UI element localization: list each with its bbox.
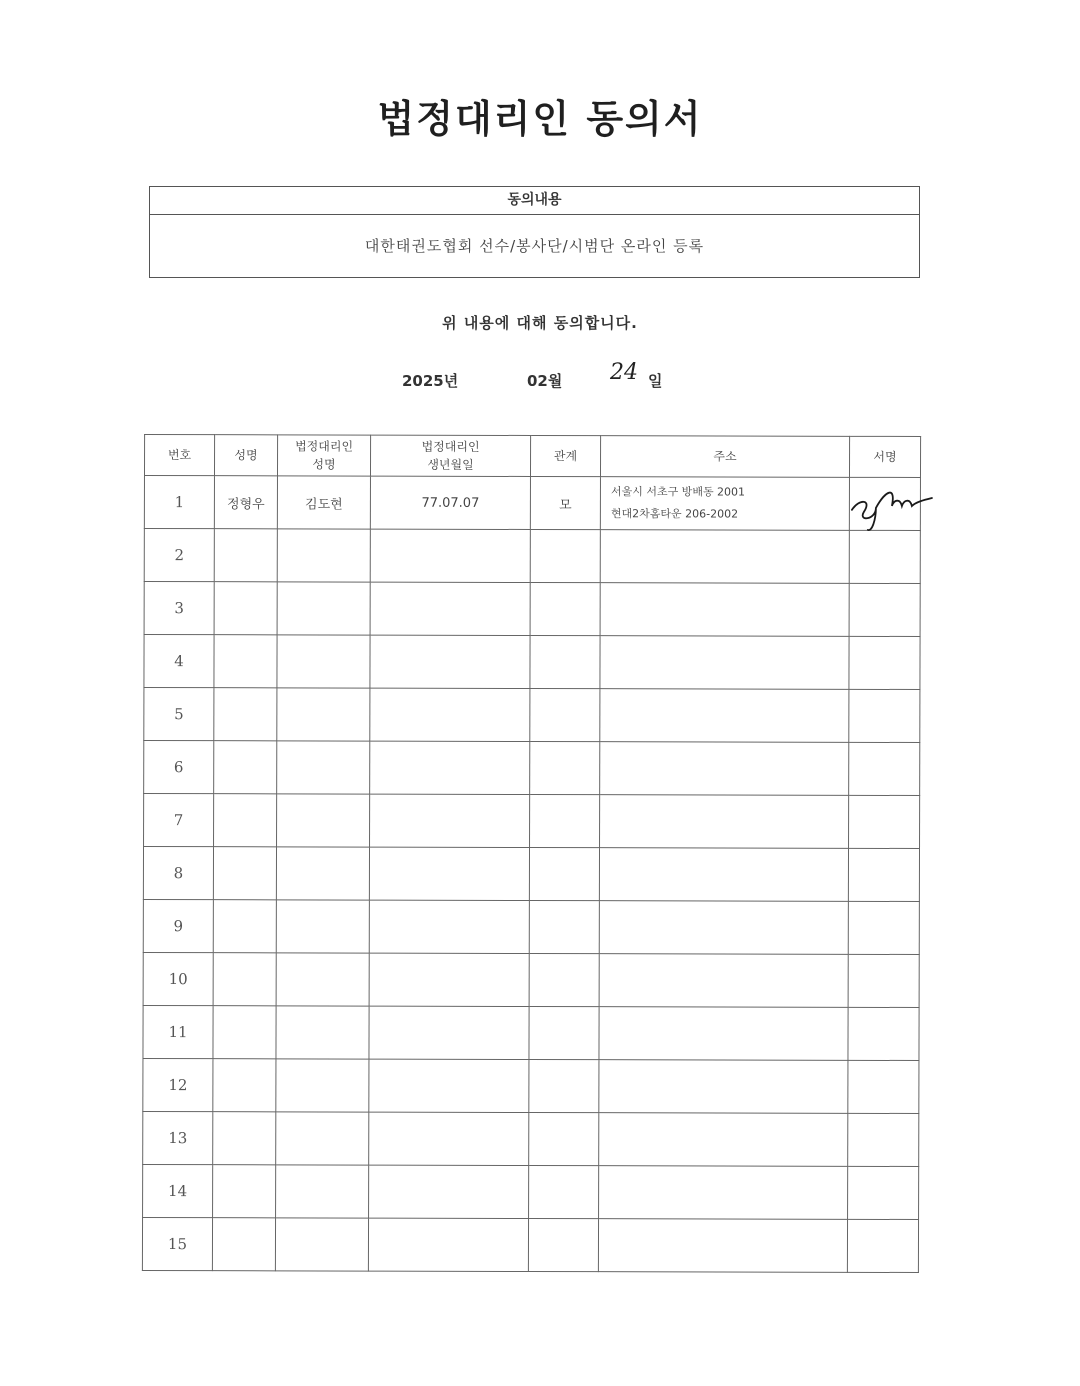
cell-address [600, 530, 849, 584]
cell-no: 2 [144, 528, 214, 581]
cell-name [214, 635, 277, 688]
cell-signature [848, 901, 919, 954]
cell-name [214, 741, 277, 794]
cell-guardian-name [276, 847, 369, 900]
date-day-handwritten: 24 [610, 360, 638, 385]
cell-signature [849, 795, 920, 848]
cell-signature [849, 530, 920, 583]
header-relation: 관계 [530, 435, 600, 476]
agree-statement: 위 내용에 대해 동의합니다. [442, 314, 638, 332]
cell-guardian-birth [369, 847, 529, 900]
cell-guardian-name [275, 1218, 368, 1271]
cell-name [214, 794, 277, 847]
cell-address [599, 1113, 848, 1167]
date-day-unit: 일 [648, 372, 663, 390]
table-row [144, 793, 920, 848]
table-row [144, 740, 920, 795]
cell-guardian-birth [370, 741, 530, 794]
cell-name [212, 1218, 275, 1271]
header-address: 주소 [600, 436, 849, 478]
cell-relation [529, 1059, 599, 1112]
date-row [0, 360, 1080, 396]
table-row [143, 1058, 919, 1113]
table-row [143, 952, 919, 1007]
document-title: 법정대리인 동의서 [377, 97, 703, 141]
cell-name: 정형우 [214, 476, 277, 529]
cell-guardian-name [276, 900, 369, 953]
date-month: 02월 [527, 372, 563, 390]
cell-guardian-name: 김도현 [277, 476, 370, 529]
cell-address [600, 742, 849, 796]
cell-relation [529, 1112, 599, 1165]
cell-guardian-name [277, 529, 370, 582]
cell-relation [530, 688, 600, 741]
cell-name [213, 900, 276, 953]
header-guardian-name-line1: 법정대리인 [295, 439, 354, 454]
cell-guardian-birth [369, 1165, 529, 1218]
handwritten-signature [846, 480, 936, 532]
table-row [143, 846, 919, 901]
consent-body: 대한태권도협회 선수/봉사단/시범단 온라인 등록 [364, 237, 705, 255]
table-row [143, 1111, 919, 1166]
cell-name [214, 529, 277, 582]
cell-no: 6 [144, 740, 214, 793]
cell-signature [848, 954, 919, 1007]
cell-address [600, 583, 849, 637]
cell-relation [530, 582, 600, 635]
cell-guardian-name [276, 1112, 369, 1165]
cell-relation [529, 953, 599, 1006]
address-line2: 현대2차홈타운 206-2002 [610, 507, 739, 521]
cell-address [599, 901, 848, 955]
cell-relation [530, 529, 600, 582]
cell-guardian-birth [370, 635, 530, 688]
cell-name [214, 688, 277, 741]
cell-guardian-name [277, 582, 370, 635]
cell-no: 13 [143, 1111, 213, 1164]
table-row [144, 475, 920, 530]
table-row [143, 899, 919, 954]
table-row [144, 581, 920, 636]
table-row [143, 1005, 919, 1060]
table-row [144, 634, 920, 689]
cell-address [599, 954, 848, 1008]
header-guardian-name-line2: 성명 [312, 457, 336, 472]
cell-address [599, 848, 848, 902]
cell-name [213, 953, 276, 1006]
cell-signature [849, 477, 920, 530]
cell-guardian-name [276, 1006, 369, 1059]
cell-guardian-birth [369, 900, 529, 953]
cell-guardian-name [277, 635, 370, 688]
cell-signature [847, 1219, 918, 1272]
cell-guardian-birth [369, 1112, 529, 1165]
cell-relation [529, 847, 599, 900]
header-guardian-name [277, 435, 370, 476]
cell-guardian-birth [370, 529, 530, 582]
cell-name [213, 1112, 276, 1165]
cell-address [600, 636, 849, 690]
cell-guardian-birth [370, 794, 530, 847]
cell-no: 11 [143, 1005, 213, 1058]
cell-guardian-birth [369, 1059, 529, 1112]
cell-name [214, 582, 277, 635]
table-row [144, 528, 920, 583]
cell-guardian-birth [369, 1006, 529, 1059]
cell-relation [530, 741, 600, 794]
cell-address [599, 1007, 848, 1061]
cell-relation: 모 [530, 476, 600, 529]
cell-guardian-name [277, 741, 370, 794]
date-year: 2025년 [402, 372, 459, 390]
cell-no: 9 [143, 899, 213, 952]
cell-no: 1 [144, 475, 214, 528]
cell-address [598, 1219, 847, 1273]
cell-guardian-name [277, 794, 370, 847]
cell-name [213, 1059, 276, 1112]
cell-guardian-birth: 77.07.07 [370, 476, 530, 529]
table-row [144, 687, 920, 742]
cell-relation [529, 900, 599, 953]
cell-no: 14 [143, 1164, 213, 1217]
cell-no: 5 [144, 687, 214, 740]
cell-relation [528, 1218, 598, 1271]
cell-signature [848, 848, 919, 901]
header-name: 성명 [214, 435, 277, 476]
header-signature: 서명 [849, 436, 920, 477]
cell-no: 7 [144, 793, 214, 846]
cell-no: 3 [144, 581, 214, 634]
cell-no: 8 [143, 846, 213, 899]
cell-name [213, 847, 276, 900]
guardian-consent-table [142, 434, 921, 1273]
cell-address [600, 795, 849, 849]
cell-guardian-birth [368, 1218, 528, 1271]
cell-relation [529, 1006, 599, 1059]
cell-relation [530, 794, 600, 847]
header-guardian-birth-line1: 법정대리인 [421, 439, 480, 454]
cell-address [600, 689, 849, 743]
cell-address [599, 1166, 848, 1220]
cell-signature [849, 636, 920, 689]
header-no: 번호 [144, 434, 214, 475]
table-header-row [144, 434, 920, 477]
cell-address [599, 1060, 848, 1114]
cell-guardian-birth [369, 953, 529, 1006]
cell-signature [848, 1060, 919, 1113]
cell-no: 15 [142, 1217, 212, 1270]
cell-signature [848, 1007, 919, 1060]
cell-signature [848, 1113, 919, 1166]
cell-guardian-name [276, 1059, 369, 1112]
header-guardian-birth-line2: 생년월일 [427, 457, 474, 472]
table-row [143, 1164, 919, 1219]
cell-guardian-name [276, 1165, 369, 1218]
cell-signature [849, 689, 920, 742]
table-row [142, 1217, 918, 1272]
consent-content-box [149, 186, 920, 278]
cell-guardian-birth [370, 688, 530, 741]
cell-guardian-name [277, 688, 370, 741]
cell-name [213, 1006, 276, 1059]
cell-relation [529, 1165, 599, 1218]
cell-address [600, 477, 849, 531]
cell-guardian-name [276, 953, 369, 1006]
cell-no: 4 [144, 634, 214, 687]
header-guardian-birth [370, 435, 530, 476]
cell-name [213, 1165, 276, 1218]
cell-guardian-birth [370, 582, 530, 635]
cell-signature [848, 1166, 919, 1219]
cell-relation [530, 635, 600, 688]
cell-no: 10 [143, 952, 213, 1005]
cell-signature [849, 583, 920, 636]
cell-signature [849, 742, 920, 795]
cell-no: 12 [143, 1058, 213, 1111]
address-line1: 서울시 서초구 방배동 2001 [610, 485, 746, 499]
consent-header: 동의내용 [150, 187, 919, 215]
